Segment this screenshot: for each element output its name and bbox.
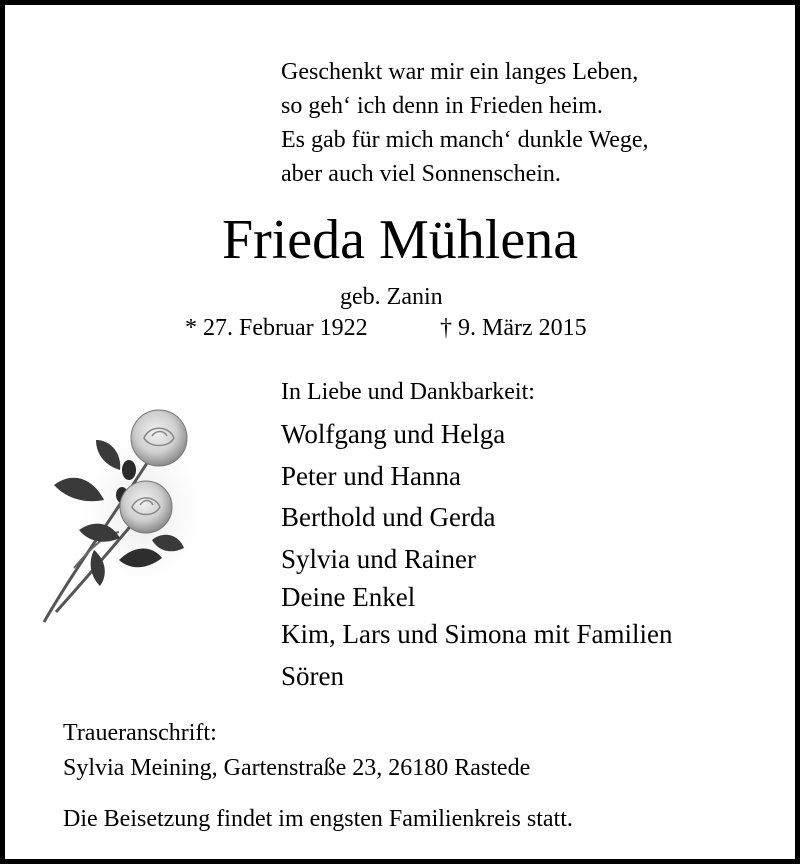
poem [281, 55, 649, 191]
list-item: Wolfgang und Helga [281, 419, 506, 449]
birth-name: geb. Zanin [340, 284, 443, 310]
poem-line: Geschenkt war mir ein langes Leben, [281, 59, 639, 85]
list-item: Kim, Lars und Simona mit Familien [281, 619, 673, 649]
death-date: † 9. März 2015 [440, 315, 587, 341]
mourners-list [281, 414, 672, 697]
deceased-name: Frieda Mühlena [221, 209, 579, 271]
rose-icon [34, 400, 214, 630]
mourners-intro: In Liebe und Dankbarkeit: [281, 379, 535, 405]
address-label: Traueranschrift: [63, 720, 217, 746]
poem-line: Es gab für mich manch‘ dunkle Wege, [281, 127, 649, 153]
burial-note: Die Beisetzung findet im engsten Familienkreis statt. [63, 806, 573, 832]
poem-line: so geh‘ ich denn in Frieden heim. [281, 93, 603, 119]
list-item: Berthold und Gerda [281, 502, 496, 532]
poem-line: aber auch viel Sonnenschein. [281, 161, 561, 187]
list-item: Sylvia und Rainer [281, 543, 476, 574]
list-item: Deine Enkel [281, 582, 416, 612]
list-item: Sören [281, 660, 344, 691]
address-line: Sylvia Meining, Gartenstraße 23, 26180 Rastede [63, 755, 531, 781]
birth-date: * 27. Februar 1922 [185, 315, 368, 341]
list-item: Peter und Hanna [281, 460, 461, 491]
